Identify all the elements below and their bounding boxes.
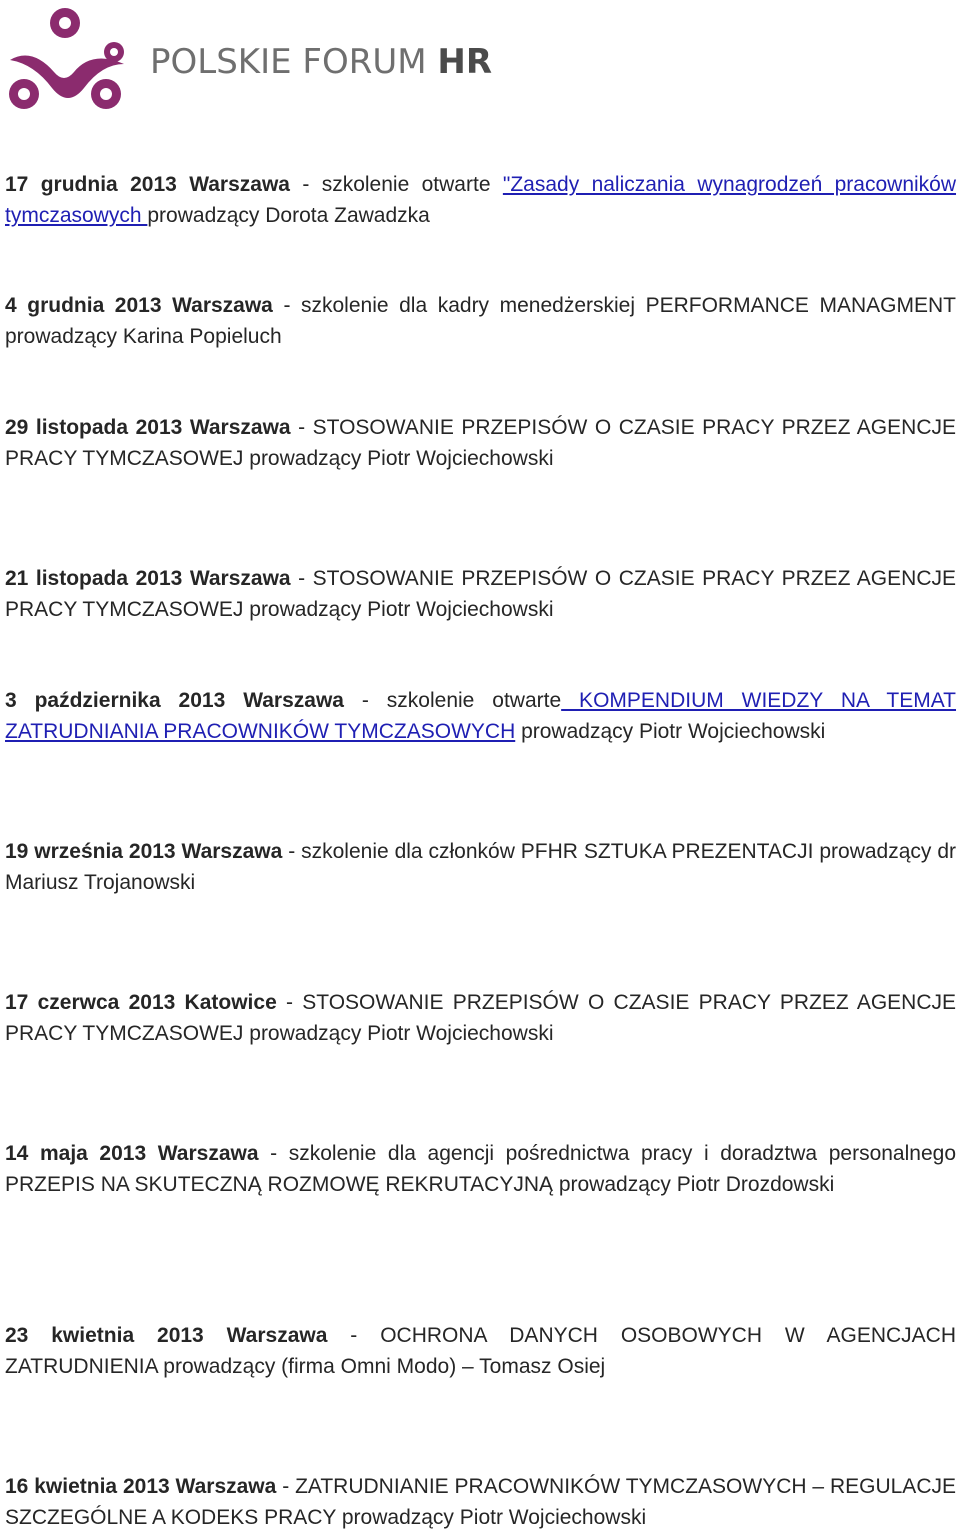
entry-trainer: prowadzący Piotr Wojciechowski <box>515 719 826 743</box>
entry-date: 23 kwietnia 2013 Warszawa <box>5 1324 328 1347</box>
logo-wordmark <box>150 42 492 82</box>
training-entry <box>5 988 956 1049</box>
entry-link[interactable]: "Zasady naliczania wynagrodzeń pracowników tymczasowych <box>5 173 957 227</box>
entry-date: 17 grudnia 2013 Warszawa <box>5 173 290 196</box>
entry-date: 4 grudnia 2013 Warszawa <box>5 294 273 317</box>
entry-text: - STOSOWANIE PRZEPISÓW O CZASIE PRACY PRZEZ AGENCJE PRACY TYMCZASOWEJ prowadzący Piotr Wojciechowski <box>5 991 956 1045</box>
entry-date: 21 listopada 2013 Warszawa <box>5 567 291 590</box>
training-entry <box>5 564 956 625</box>
entry-text: - ZATRUDNIANIE PRACOWNIKÓW TYMCZASOWYCH – REGULACJE SZCZEGÓLNE A KODEKS PRACY prowadzący Piotr Wojciechowski <box>5 1475 956 1529</box>
entry-text: - szkolenie dla kadry menedżerskiej PERFORMANCE MANAGMENT prowadzący Karina Popieluch <box>5 294 956 348</box>
training-entry <box>5 1472 956 1533</box>
training-entry <box>5 1139 956 1200</box>
training-entry <box>5 837 956 898</box>
logo-text-main: POLSKIE FORUM <box>150 42 438 82</box>
entry-date: 3 października 2013 Warszawa <box>5 689 344 712</box>
training-entry <box>5 413 956 474</box>
entry-text: - STOSOWANIE PRZEPISÓW O CZASIE PRACY PRZEZ AGENCJE PRACY TYMCZASOWEJ prowadzący Piotr Wojciechowski <box>5 416 956 470</box>
logo-mark-icon <box>2 2 132 114</box>
entry-date: 19 września 2013 Warszawa <box>5 840 283 863</box>
training-entry <box>5 291 956 352</box>
entry-text: - szkolenie otwarte <box>289 173 503 196</box>
entry-date: 16 kwietnia 2013 Warszawa <box>5 1475 277 1498</box>
entry-link[interactable]: KOMPENDIUM WIEDZY NA TEMAT ZATRUDNIANIA PRACOWNIKÓW TYMCZASOWYCH <box>5 689 957 743</box>
entry-date: 29 listopada 2013 Warszawa <box>5 416 291 439</box>
logo-text-bold: HR <box>437 42 493 82</box>
polskie-forum-hr-logo <box>2 2 502 114</box>
entry-text: - szkolenie dla agencji pośrednictwa pracy i doradztwa personalnego PRZEPIS NA SKUTECZNĄ ROZMOWĘ REKRUTACYJNĄ prowadzący Piotr Drozdowski <box>5 1142 956 1196</box>
entry-text: - szkolenie otwarte <box>343 689 562 712</box>
training-entry <box>5 686 956 747</box>
entry-date: 14 maja 2013 Warszawa <box>5 1142 259 1165</box>
entry-text: - szkolenie dla członków PFHR SZTUKA PREZENTACJI prowadzący dr Mariusz Trojanowski <box>5 840 956 894</box>
entry-text: - OCHRONA DANYCH OSOBOWYCH W AGENCJACH ZATRUDNIENIA prowadzący (firma Omni Modo) – Tomasz Osiej <box>5 1324 956 1378</box>
training-entry <box>5 1321 956 1382</box>
entry-date: 17 czerwca 2013 Katowice <box>5 991 277 1014</box>
training-entry <box>5 170 956 231</box>
entry-text: - STOSOWANIE PRZEPISÓW O CZASIE PRACY PRZEZ AGENCJE PRACY TYMCZASOWEJ prowadzący Piotr Wojciechowski <box>5 567 956 621</box>
entry-trainer: prowadzący Dorota Zawadzka <box>147 203 430 227</box>
